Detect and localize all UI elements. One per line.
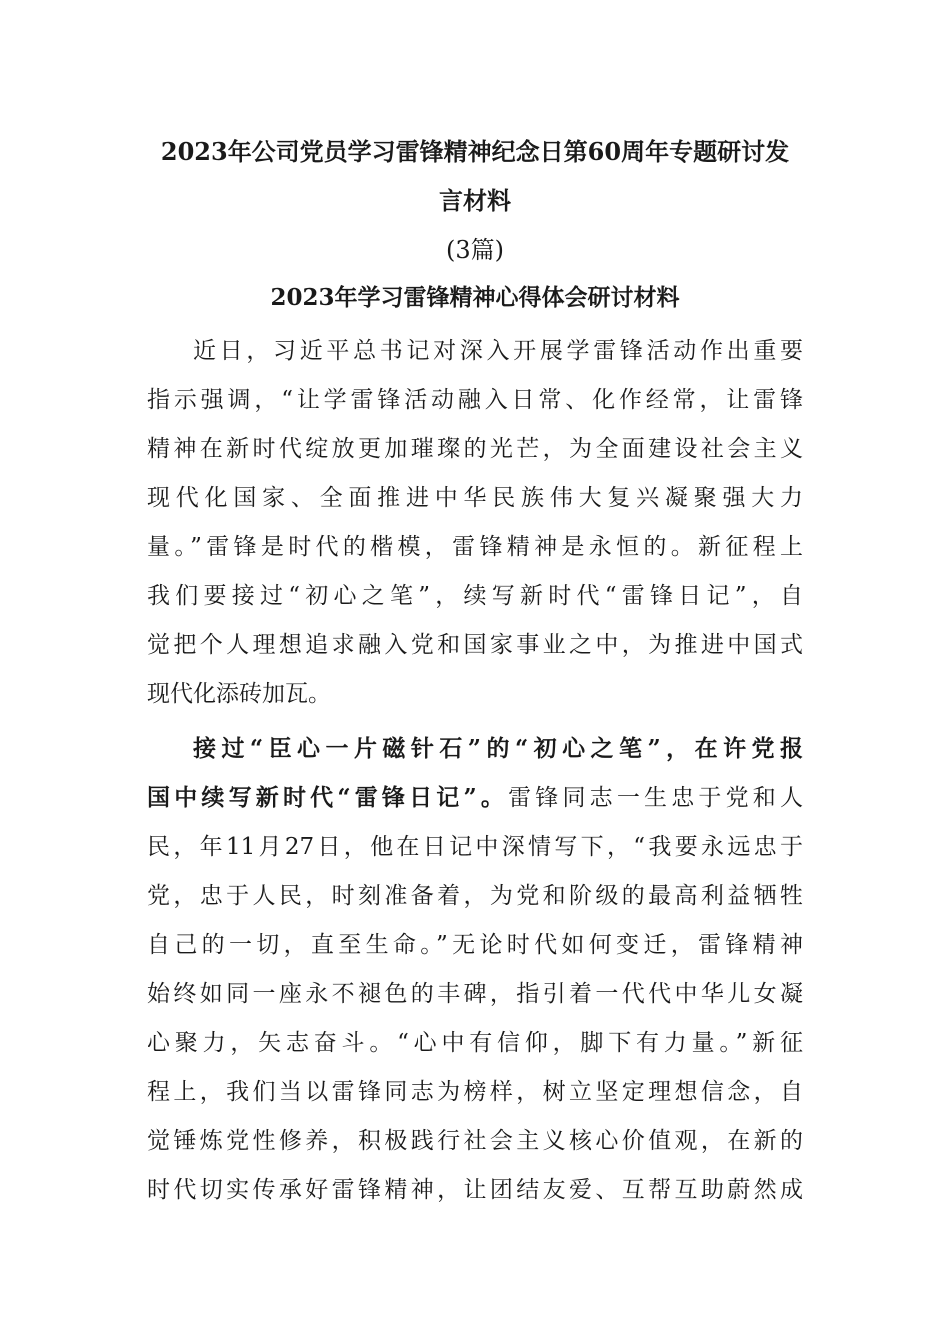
paragraph-1-line: 觉把个人理想追求融入党和国家事业之中，为推进中国式 [147, 632, 803, 658]
paragraph-2-line: 心聚力，矢志奋斗。“心中有信仰，脚下有力量。”新征 [147, 1030, 803, 1056]
document-title-line-2: 言材料 [439, 186, 511, 215]
paragraph-1-line: 我们要接过“初心之笔”，续写新时代“雷锋日记”，自 [147, 583, 803, 609]
section-subtitle: 2023年学习雷锋精神心得体会研讨材料 [270, 284, 680, 311]
document-title-line-1: 2023年公司党员学习雷锋精神纪念日第60周年专题研讨发 [160, 137, 790, 166]
paragraph-2-line: 时代切实传承好雷锋精神，让团结友爱、互帮互助蔚然成 [147, 1177, 803, 1203]
paragraph-2-heading-tail: 国中续写新时代“雷锋日记”。 [147, 784, 509, 811]
paragraph-1-line: 现代化国家、全面推进中华民族伟大复兴凝聚强大力 [147, 485, 803, 511]
paragraph-2-line: 程上，我们当以雷锋同志为榜样，树立坚定理想信念，自 [147, 1079, 803, 1105]
paragraph-1-line: 现代化添砖加瓦。 [147, 681, 331, 707]
paragraph-2-line-rest: 雷锋同志一生忠于党和人 [508, 785, 803, 811]
paragraph-1-line: 近日，习近平总书记对深入开展学雷锋活动作出重要 [193, 338, 803, 364]
paragraph-2-line: 始终如同一座永不褪色的丰碑，指引着一代代中华儿女凝 [147, 981, 803, 1007]
paragraph-1-line: 指示强调，“让学雷锋活动融入日常、化作经常，让雷锋 [147, 387, 803, 413]
document-title-count: (3篇) [446, 236, 504, 264]
paragraph-2-line: 觉锤炼党性修养，积极践行社会主义核心价值观，在新的 [147, 1128, 803, 1154]
paragraph-1-line: 精神在新时代绽放更加璀璨的光芒，为全面建设社会主义 [147, 436, 803, 462]
paragraph-2-line: 党，忠于人民，时刻准备着，为党和阶级的最高利益牺牲 [147, 883, 803, 909]
paragraph-1-line: 量。”雷锋是时代的楷模，雷锋精神是永恒的。新征程上 [147, 534, 803, 560]
paragraph-2-line: 民，年11月27日，他在日记中深情写下，“我要永远忠于 [147, 834, 803, 860]
paragraph-2-line: 自己的一切，直至生命。”无论时代如何变迁，雷锋精神 [147, 932, 803, 958]
paragraph-2-line [147, 782, 803, 814]
paragraph-2-heading-line: 接过“臣心一片磁针石”的“初心之笔”，在许党报 [193, 735, 803, 762]
